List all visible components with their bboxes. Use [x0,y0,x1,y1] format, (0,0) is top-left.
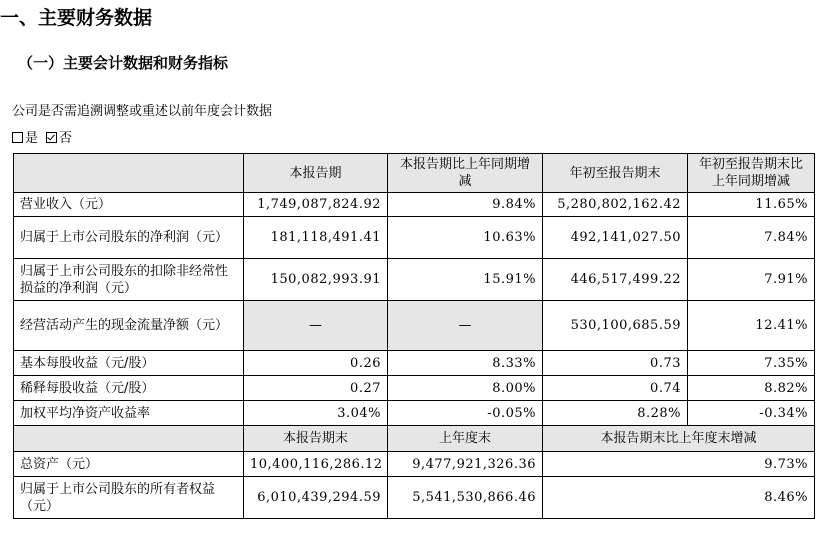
financial-data-table [13,153,815,519]
table-cell: 12.41% [688,301,815,351]
table-cell: — [244,301,388,351]
row-label: 经营活动产生的现金流量净额（元） [14,301,244,351]
table-row [14,477,815,519]
table-row [14,452,815,477]
table-cell: 492,141,027.50 [543,217,688,259]
table-cell: 8.82% [688,376,815,401]
table-cell: 0.74 [543,376,688,401]
table-cell: 8.00% [388,376,543,401]
table-cell: 0.26 [244,351,388,376]
table-row [14,376,815,401]
table-cell: 8.28% [543,401,688,426]
table-cell: -0.05% [388,401,543,426]
header-cell: 上年度末 [388,426,543,452]
row-label: 归属于上市公司股东的所有者权益（元） [14,477,244,519]
table-cell: 530,100,685.59 [543,301,688,351]
header-blank-cell [14,154,244,193]
table-cell: 5,280,802,162.42 [543,193,688,217]
restatement-question: 公司是否需追溯调整或重述以前年度会计数据 [12,104,273,119]
table-header-row [14,154,815,193]
table-row [14,301,815,351]
row-label: 稀释每股收益（元/股） [14,376,244,401]
option-yes[interactable] [12,131,38,146]
section-heading: 一、主要财务数据 [0,7,153,29]
table-row [14,259,815,301]
header-cell: 本报告期 [244,154,388,193]
table-cell: 0.73 [543,351,688,376]
table-cell: 446,517,499.22 [543,259,688,301]
option-no-label: 否 [59,131,73,146]
header-blank-cell [14,426,244,452]
table-cell: 1,749,087,824.92 [244,193,388,217]
table-cell: 11.65% [688,193,815,217]
table-cell: 10.63% [388,217,543,259]
option-yes-label: 是 [25,131,39,146]
table-cell: 7.84% [688,217,815,259]
table-cell: 9.73% [543,452,815,477]
checkbox-no-checked[interactable] [46,132,57,143]
header-cell: 年初至报告期末 [543,154,688,193]
option-no[interactable] [46,131,72,146]
table-cell: 5,541,530,866.46 [388,477,543,519]
table-cell: 9,477,921,326.36 [388,452,543,477]
row-label: 总资产（元） [14,452,244,477]
row-label: 归属于上市公司股东的扣除非经常性损益的净利润（元） [14,259,244,301]
table-header-row-2 [14,426,815,452]
row-label: 营业收入（元） [14,193,244,217]
restatement-options [12,127,80,146]
table-cell: 10,400,116,286.12 [244,452,388,477]
row-label: 基本每股收益（元/股） [14,351,244,376]
table-cell: — [388,301,543,351]
table-cell: 8.46% [543,477,815,519]
table-cell: 3.04% [244,401,388,426]
table-cell: 9.84% [388,193,543,217]
header-cell: 本报告期末 [244,426,388,452]
subsection-heading: （一）主要会计数据和财务指标 [18,54,229,72]
table-row [14,401,815,426]
table-cell: 7.91% [688,259,815,301]
table-row [14,193,815,217]
table-row [14,217,815,259]
checkbox-yes[interactable] [12,132,23,143]
table-cell: 15.91% [388,259,543,301]
table-cell: -0.34% [688,401,815,426]
header-cell: 本报告期比上年同期增减 [388,154,543,193]
row-label: 加权平均净资产收益率 [14,401,244,426]
table-cell: 7.35% [688,351,815,376]
table-cell: 6,010,439,294.59 [244,477,388,519]
table-cell: 150,082,993.91 [244,259,388,301]
table-cell: 0.27 [244,376,388,401]
table-cell: 8.33% [388,351,543,376]
header-cell: 年初至报告期末比上年同期增减 [688,154,815,193]
table-cell: 181,118,491.41 [244,217,388,259]
table-row [14,351,815,376]
row-label: 归属于上市公司股东的净利润（元） [14,217,244,259]
header-cell: 本报告期末比上年度末增减 [543,426,815,452]
